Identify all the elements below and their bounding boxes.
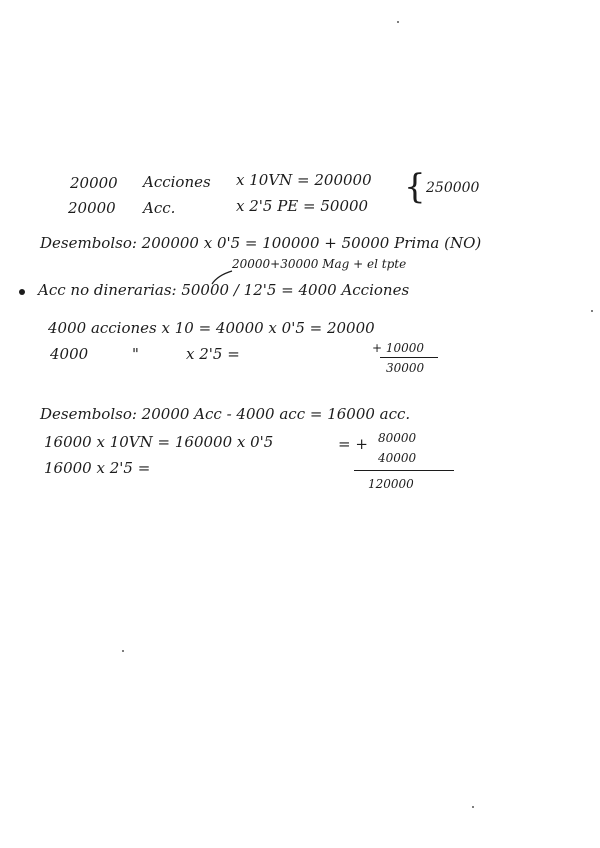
scan-speck <box>397 21 399 23</box>
row-a-add: + 10000 <box>372 341 425 355</box>
bullet-dot <box>19 289 25 295</box>
row-c-sum: 120000 <box>368 477 414 491</box>
line1-qty: 20000 <box>70 174 118 192</box>
row-b-qty: 4000 <box>50 345 89 363</box>
line2-label: Acc. <box>143 199 176 217</box>
desembolso-line-1: Desembolso: 200000 x 0'5 = 100000 + 50000 Prima (NO) <box>40 234 482 252</box>
row-b-mult: x 2'5 = <box>186 345 240 363</box>
line1-label: Acciones <box>143 173 211 191</box>
curly-brace: { <box>404 167 426 207</box>
row-c-eq: = + <box>338 435 368 453</box>
row-a-calc: 4000 acciones x 10 = 40000 x 0'5 = 20000 <box>48 319 375 337</box>
scan-speck <box>472 806 474 808</box>
row-c-value-2: 40000 <box>378 451 417 465</box>
row-c-calc: 16000 x 10VN = 160000 x 0'5 <box>44 433 274 451</box>
desembolso-line-2: Desembolso: 20000 Acc - 4000 acc = 16000 acc. <box>40 405 411 423</box>
row-d-calc: 16000 x 2'5 = <box>44 459 151 477</box>
acc-no-dinerarias-line: Acc no dinerarias: 50000 / 12'5 = 4000 Acciones <box>38 281 410 299</box>
annotation-mag: 20000+30000 Mag + el tpte <box>232 257 407 271</box>
row-b-ditto: " <box>132 345 139 363</box>
line2-formula: x 2'5 PE = 50000 <box>236 197 369 215</box>
row-c-value-1: 80000 <box>378 431 417 445</box>
scan-speck <box>122 650 124 652</box>
line2-qty: 20000 <box>68 199 116 217</box>
sum-line-c <box>354 470 454 471</box>
line1-total: 250000 <box>426 180 480 196</box>
line1-formula: x 10VN = 200000 <box>236 171 372 189</box>
sum-line-a <box>380 357 438 358</box>
row-a-sum: 30000 <box>386 361 425 375</box>
scan-speck <box>591 310 593 312</box>
